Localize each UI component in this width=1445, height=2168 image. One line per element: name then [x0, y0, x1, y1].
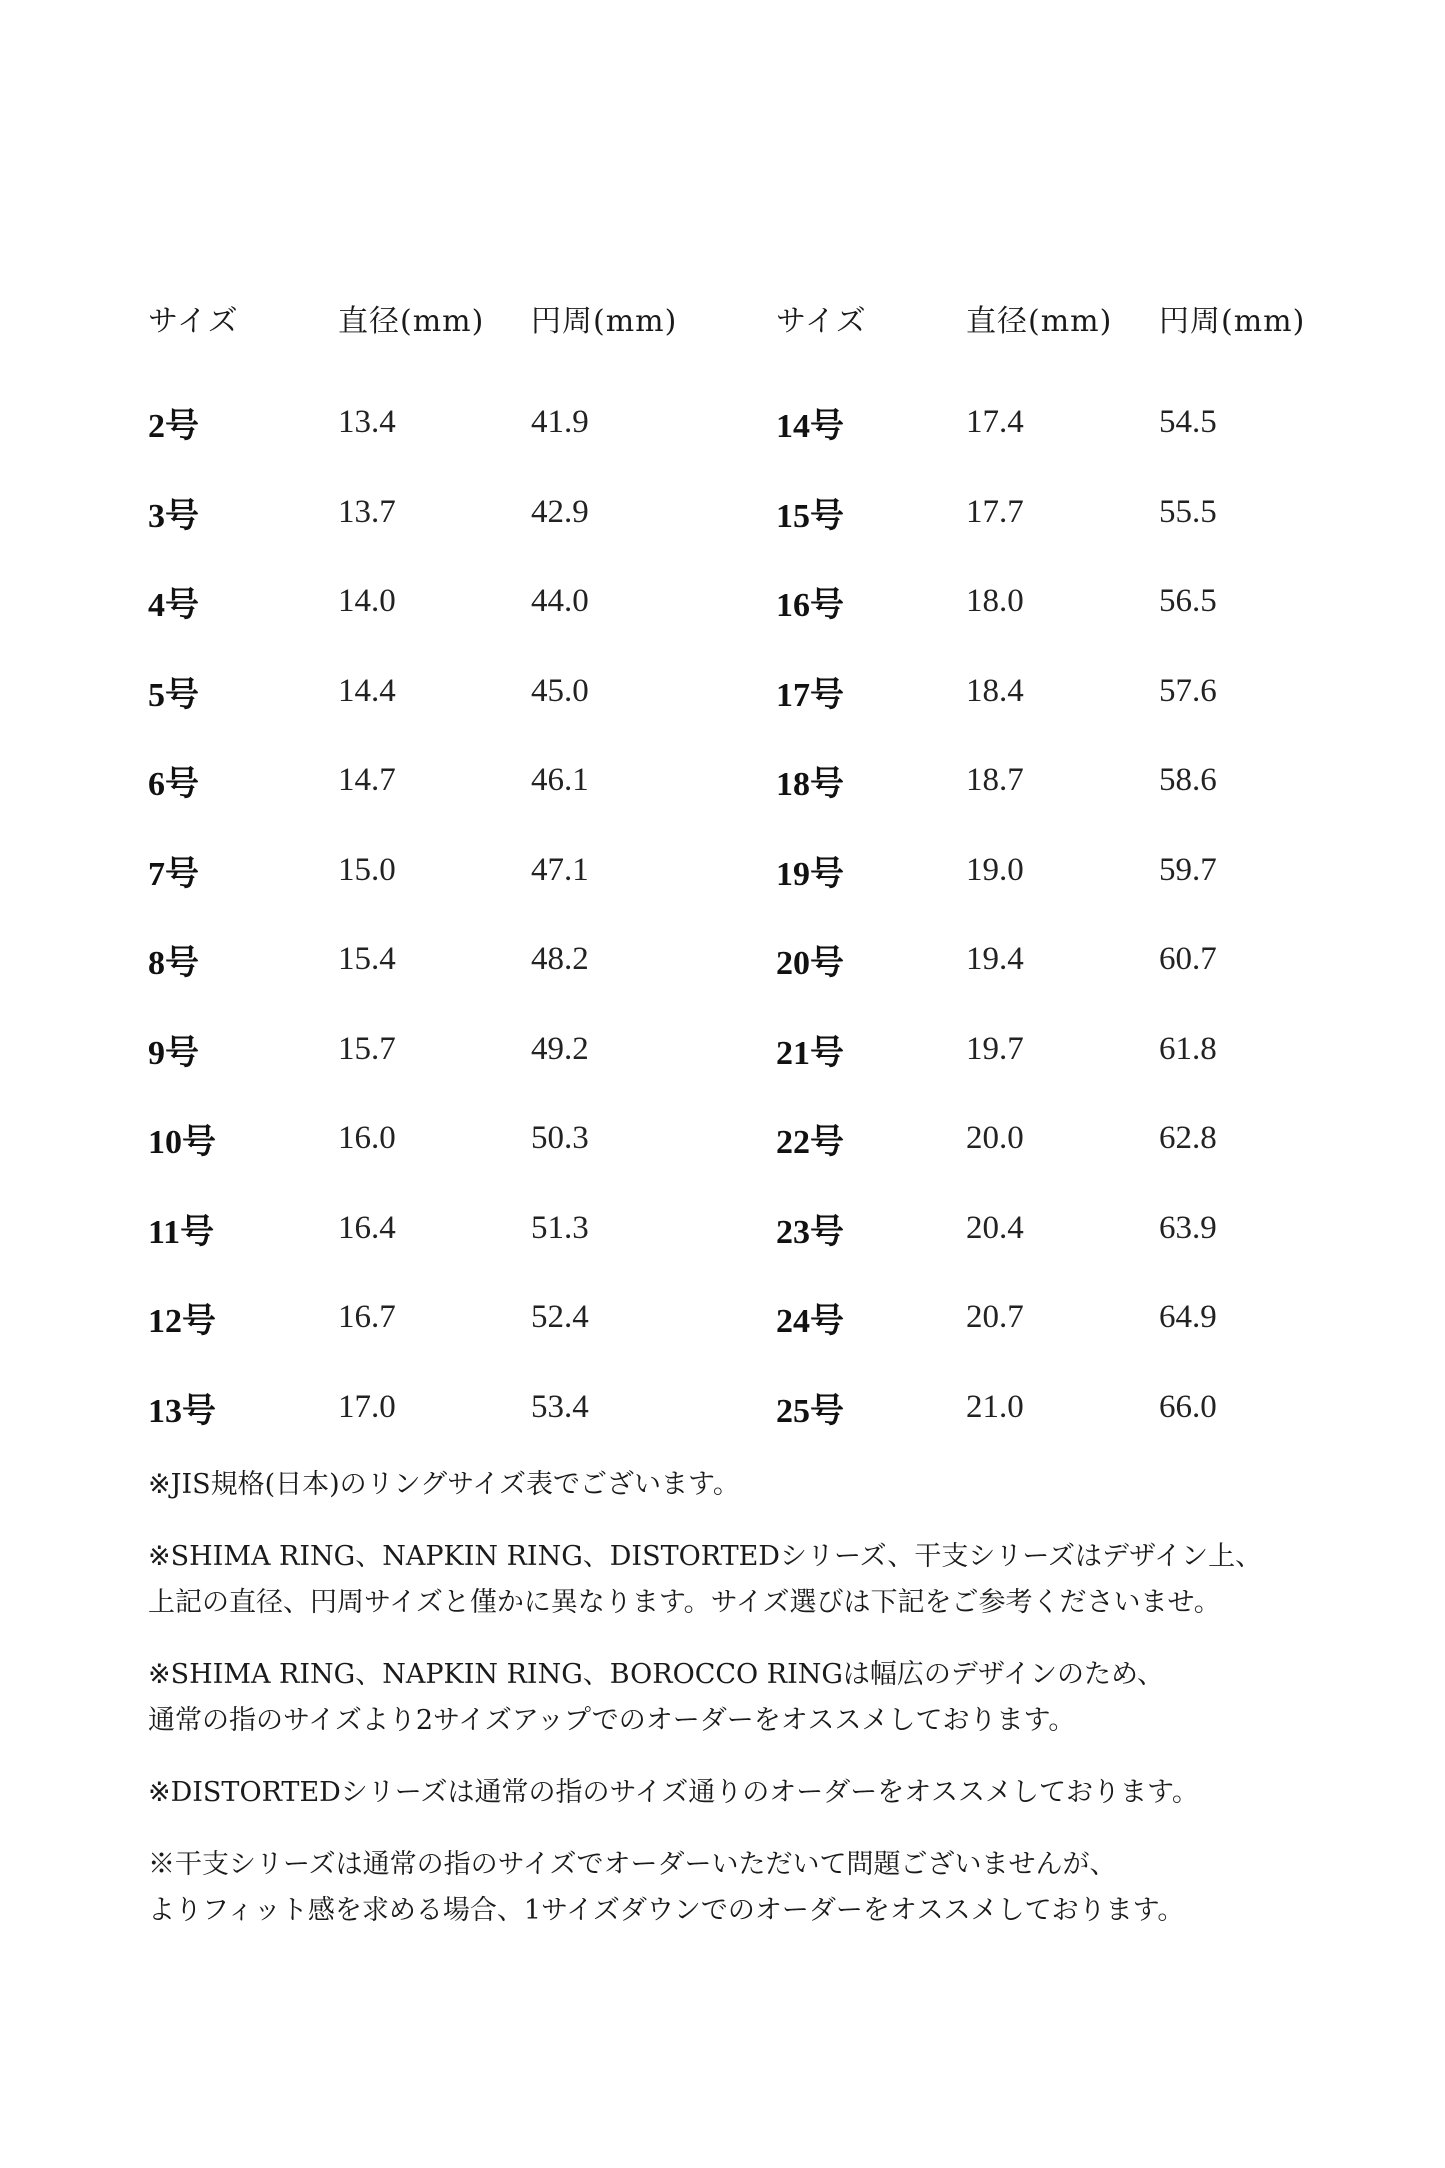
table-row: [148, 1094, 748, 1184]
table-row: [776, 736, 1376, 826]
header-size: サイズ: [148, 303, 239, 339]
table-row: [776, 826, 1376, 916]
circumference-cell: 64.9: [1159, 1299, 1217, 1336]
diameter-cell: 21.0: [966, 1388, 1024, 1425]
note-paragraph: [148, 1842, 1348, 1934]
size-table-right: [776, 290, 1376, 1452]
circumference-cell: 50.3: [531, 1120, 589, 1157]
table-row: [776, 1273, 1376, 1363]
note-line: 上記の直径、円周サイズと僅かに異なります。サイズ選びは下記をご参考くださいませ。: [148, 1587, 1221, 1618]
diameter-cell: 15.7: [338, 1030, 396, 1067]
note-paragraph: [148, 1462, 1348, 1508]
size-cell: 22号: [776, 1124, 844, 1162]
diameter-cell: 13.4: [338, 404, 396, 441]
circumference-cell: 46.1: [531, 762, 589, 799]
circumference-cell: 54.5: [1159, 404, 1217, 441]
circumference-cell: 51.3: [531, 1209, 589, 1246]
diameter-cell: 14.7: [338, 762, 396, 799]
table-row: [148, 647, 748, 737]
size-cell: 23号: [776, 1213, 844, 1251]
table-header-row: [776, 290, 1376, 345]
diameter-cell: 18.4: [966, 672, 1024, 709]
table-row: [148, 557, 748, 647]
circumference-cell: 59.7: [1159, 851, 1217, 888]
circumference-cell: 57.6: [1159, 672, 1217, 709]
diameter-cell: 14.4: [338, 672, 396, 709]
diameter-cell: 19.7: [966, 1030, 1024, 1067]
diameter-cell: 13.7: [338, 493, 396, 530]
diameter-cell: 17.4: [966, 404, 1024, 441]
size-cell: 24号: [776, 1303, 844, 1341]
note-paragraph: [148, 1534, 1348, 1626]
diameter-cell: 16.4: [338, 1209, 396, 1246]
circumference-cell: 56.5: [1159, 583, 1217, 620]
size-cell: 12号: [148, 1303, 216, 1341]
table-row: [776, 915, 1376, 1005]
size-cell: 20号: [776, 945, 844, 983]
size-cell: 7号: [148, 855, 199, 893]
note-line: ※SHIMA RING、NAPKIN RING、DISTORTEDシリーズ、干支シリーズはデザイン上、: [148, 1541, 1263, 1572]
diameter-cell: 20.4: [966, 1209, 1024, 1246]
table-row: [776, 1184, 1376, 1274]
table-row: [148, 1184, 748, 1274]
circumference-cell: 60.7: [1159, 941, 1217, 978]
header-circumference: 円周(mm): [1159, 303, 1306, 339]
table-row: [148, 915, 748, 1005]
note-paragraph: [148, 1770, 1348, 1816]
table-body-left: [148, 378, 748, 1452]
circumference-cell: 63.9: [1159, 1209, 1217, 1246]
diameter-cell: 17.7: [966, 493, 1024, 530]
diameter-cell: 16.7: [338, 1299, 396, 1336]
circumference-cell: 62.8: [1159, 1120, 1217, 1157]
diameter-cell: 18.0: [966, 583, 1024, 620]
size-cell: 14号: [776, 408, 844, 446]
circumference-cell: 66.0: [1159, 1388, 1217, 1425]
size-cell: 17号: [776, 676, 844, 714]
table-row: [148, 378, 748, 468]
diameter-cell: 15.4: [338, 941, 396, 978]
table-row: [148, 1363, 748, 1453]
diameter-cell: 17.0: [338, 1388, 396, 1425]
diameter-cell: 18.7: [966, 762, 1024, 799]
size-cell: 11号: [148, 1213, 215, 1251]
table-body-right: [776, 378, 1376, 1452]
size-cell: 13号: [148, 1392, 216, 1430]
table-row: [148, 1005, 748, 1095]
diameter-cell: 20.0: [966, 1120, 1024, 1157]
header-circumference: 円周(mm): [531, 303, 678, 339]
size-cell: 9号: [148, 1034, 199, 1072]
circumference-cell: 58.6: [1159, 762, 1217, 799]
size-cell: 3号: [148, 497, 199, 535]
table-row: [148, 826, 748, 916]
note-paragraph: [148, 1652, 1348, 1744]
table-header-row: [148, 290, 748, 345]
size-cell: 10号: [148, 1124, 216, 1162]
diameter-cell: 14.0: [338, 583, 396, 620]
size-cell: 2号: [148, 408, 199, 446]
header-diameter: 直径(mm): [966, 303, 1113, 339]
table-row: [776, 378, 1376, 468]
table-row: [148, 736, 748, 826]
size-cell: 25号: [776, 1392, 844, 1430]
table-row: [776, 557, 1376, 647]
note-line: 通常の指のサイズより2サイズアップでのオーダーをオススメしております。: [148, 1705, 1076, 1736]
table-row: [776, 647, 1376, 737]
table-row: [776, 1094, 1376, 1184]
diameter-cell: 19.4: [966, 941, 1024, 978]
size-cell: 8号: [148, 945, 199, 983]
circumference-cell: 47.1: [531, 851, 589, 888]
size-cell: 15号: [776, 497, 844, 535]
table-row: [148, 1273, 748, 1363]
size-cell: 21号: [776, 1034, 844, 1072]
diameter-cell: 20.7: [966, 1299, 1024, 1336]
table-row: [776, 1363, 1376, 1453]
size-cell: 18号: [776, 766, 844, 804]
notes-section: [148, 1462, 1348, 1960]
table-row: [776, 1005, 1376, 1095]
diameter-cell: 16.0: [338, 1120, 396, 1157]
header-diameter: 直径(mm): [338, 303, 485, 339]
circumference-cell: 49.2: [531, 1030, 589, 1067]
size-cell: 4号: [148, 587, 199, 625]
circumference-cell: 53.4: [531, 1388, 589, 1425]
note-line: ※SHIMA RING、NAPKIN RING、BOROCCO RINGは幅広のデザインのため、: [148, 1659, 1164, 1690]
circumference-cell: 48.2: [531, 941, 589, 978]
circumference-cell: 61.8: [1159, 1030, 1217, 1067]
circumference-cell: 55.5: [1159, 493, 1217, 530]
size-cell: 6号: [148, 766, 199, 804]
diameter-cell: 15.0: [338, 851, 396, 888]
size-cell: 5号: [148, 676, 199, 714]
size-cell: 19号: [776, 855, 844, 893]
table-row: [776, 468, 1376, 558]
note-line: ※干支シリーズは通常の指のサイズでオーダーいただいて問題ございませんが、: [148, 1849, 1117, 1880]
circumference-cell: 42.9: [531, 493, 589, 530]
circumference-cell: 44.0: [531, 583, 589, 620]
table-row: [148, 468, 748, 558]
note-line: ※DISTORTEDシリーズは通常の指のサイズ通りのオーダーをオススメしております。: [148, 1777, 1199, 1808]
note-line: よりフィット感を求める場合、1サイズダウンでのオーダーをオススメしております。: [148, 1895, 1185, 1926]
circumference-cell: 45.0: [531, 672, 589, 709]
size-table-left: [148, 290, 748, 1452]
header-size: サイズ: [776, 303, 867, 339]
circumference-cell: 52.4: [531, 1299, 589, 1336]
size-cell: 16号: [776, 587, 844, 625]
diameter-cell: 19.0: [966, 851, 1024, 888]
note-line: ※JIS規格(日本)のリングサイズ表でございます。: [148, 1469, 740, 1500]
circumference-cell: 41.9: [531, 404, 589, 441]
